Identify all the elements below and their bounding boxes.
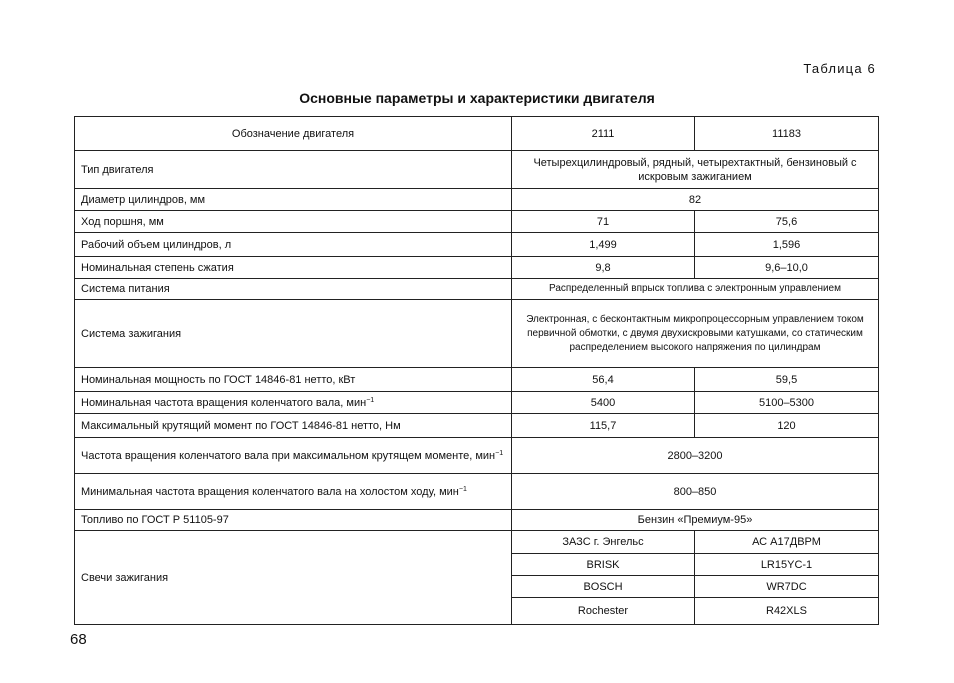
parameter-name-cell [75, 279, 512, 300]
value-cell: 2111 [512, 117, 695, 151]
unit-exponent: −1 [366, 396, 375, 404]
table-row [75, 257, 879, 279]
parameter-name-cell [75, 257, 512, 279]
table-label: Таблица 6 [803, 61, 876, 76]
value-cell: ЗАЗС г. Энгельс [512, 531, 695, 554]
value-cell: 9,6–10,0 [695, 257, 879, 279]
value-cell: 56,4 [512, 368, 695, 392]
value-cell: 1,596 [695, 233, 879, 257]
value-cell: 75,6 [695, 211, 879, 233]
parameter-name: Тип двигателя [81, 163, 154, 176]
value-cell: Бензин «Премиум-95» [512, 510, 879, 531]
value-cell: 2800–3200 [512, 438, 879, 474]
parameter-name-cell [75, 211, 512, 233]
parameter-name: Номинальная степень сжатия [81, 261, 234, 274]
parameter-name: Номинальная частота вращения коленчатого вала, мин [81, 396, 367, 409]
table-row [75, 300, 879, 368]
parameter-name-cell [75, 510, 512, 531]
value-cell: Четырехцилиндровый, рядный, четырехтактный, бензиновый с искровым зажиганием [512, 151, 879, 189]
value-cell: 5400 [512, 392, 695, 414]
parameter-name: Обозначение двигателя [231, 127, 355, 140]
value-cell: BOSCH [512, 576, 695, 598]
parameter-name-cell [75, 438, 512, 474]
parameter-name: Топливо по ГОСТ Р 51105-97 [81, 514, 229, 526]
value-cell: R42XLS [695, 598, 879, 625]
table-row [75, 279, 879, 300]
table-row [75, 531, 879, 554]
value-cell: 115,7 [512, 414, 695, 438]
parameter-name-cell [75, 300, 512, 368]
table-row [75, 189, 879, 211]
parameter-name: Частота вращения коленчатого вала при максимальном крутящем моменте, мин [81, 449, 496, 462]
table-row [75, 211, 879, 233]
value-cell: 800–850 [512, 474, 879, 510]
parameter-name: Система питания [81, 283, 170, 295]
parameter-name-cell [75, 474, 512, 510]
value-cell: LR15YC-1 [695, 554, 879, 576]
table-row [75, 368, 879, 392]
value-cell: 1,499 [512, 233, 695, 257]
value-cell: 11183 [695, 117, 879, 151]
table-row [75, 233, 879, 257]
table-row [75, 438, 879, 474]
parameter-name-cell [75, 117, 512, 151]
value-cell: 71 [512, 211, 695, 233]
value-cell: 82 [512, 189, 879, 211]
parameter-name: Рабочий объем цилиндров, л [81, 238, 232, 251]
parameter-name-cell [75, 392, 512, 414]
parameter-name: Ход поршня, мм [81, 215, 164, 228]
parameter-name: Свечи зажигания [81, 571, 169, 584]
value-cell: Электронная, с бесконтактным микропроцессорным управлением током первичной обмотки, с двумя двухискровыми катушками, со статическим распределением высокого напряжения по цилиндрам [512, 300, 879, 368]
value-cell: АС А17ДВРМ [695, 531, 879, 554]
parameter-name-cell [75, 151, 512, 189]
parameter-name-cell [75, 414, 512, 438]
table-title: Основные параметры и характеристики двигателя [299, 90, 655, 106]
value-cell: 120 [695, 414, 879, 438]
unit-exponent: −1 [458, 485, 467, 493]
table-row [75, 510, 879, 531]
engine-parameters-table [74, 116, 879, 625]
value-cell: Rochester [512, 598, 695, 625]
parameter-name-cell [75, 189, 512, 211]
value-cell: WR7DC [695, 576, 879, 598]
parameter-name: Максимальный крутящий момент по ГОСТ 14846-81 нетто, Нм [81, 419, 401, 432]
value-cell: 59,5 [695, 368, 879, 392]
table-row [75, 474, 879, 510]
table-body [75, 117, 879, 625]
parameter-name-cell [75, 531, 512, 625]
unit-exponent: −1 [495, 449, 504, 457]
value-cell: 9,8 [512, 257, 695, 279]
page-number: 68 [70, 631, 87, 648]
value-cell: Распределенный впрыск топлива с электронным управлением [512, 279, 879, 300]
table-row [75, 151, 879, 189]
table-row [75, 392, 879, 414]
table-row [75, 117, 879, 151]
value-cell: BRISK [512, 554, 695, 576]
parameter-name-cell [75, 368, 512, 392]
table-row [75, 414, 879, 438]
parameter-name-cell [75, 233, 512, 257]
parameter-name: Диаметр цилиндров, мм [81, 193, 206, 206]
value-cell: 5100–5300 [695, 392, 879, 414]
parameter-name: Минимальная частота вращения коленчатого вала на холостом ходу, мин [81, 485, 459, 498]
parameter-name: Номинальная мощность по ГОСТ 14846-81 нетто, кВт [81, 373, 356, 386]
parameter-name: Система зажигания [81, 327, 182, 340]
